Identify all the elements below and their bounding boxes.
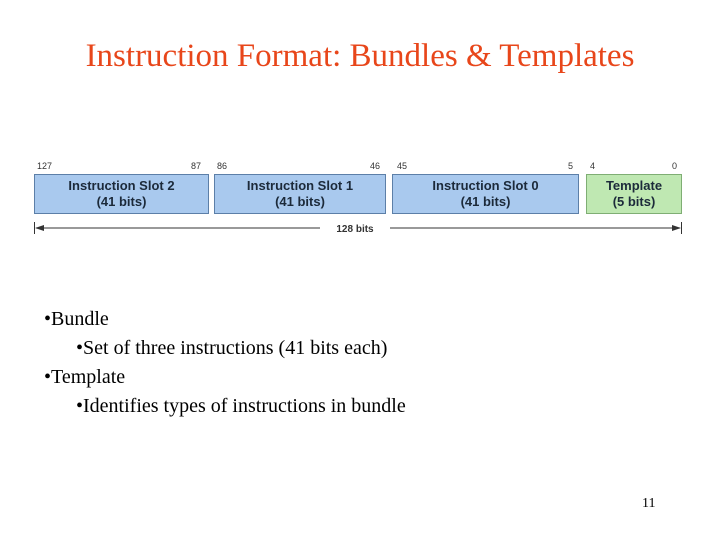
bit-number-127: 127 xyxy=(37,161,53,171)
template-field xyxy=(586,174,682,214)
bit-number-0: 0 xyxy=(672,161,678,171)
bullet-item: •Bundle xyxy=(44,308,109,330)
bit-number-4: 4 xyxy=(590,161,596,171)
slot-name: Template xyxy=(605,178,663,193)
bullet-text: Bundle xyxy=(51,308,109,330)
slot-bits: (41 bits) xyxy=(460,194,511,209)
sub-bullet-item: •Set of three instructions (41 bits each) xyxy=(76,337,388,359)
bullet-text: Set of three instructions (41 bits each) xyxy=(83,337,388,359)
bullet-text: Template xyxy=(51,366,126,388)
instruction-slot-0 xyxy=(392,174,579,214)
instruction-slot-1 xyxy=(214,174,386,214)
bullet-list xyxy=(44,305,406,421)
slot-bits: (41 bits) xyxy=(275,194,325,209)
slot-bits: (41 bits) xyxy=(96,194,147,209)
slot-name: Instruction Slot 1 xyxy=(246,178,354,193)
sub-bullet-item: •Identifies types of instructions in bundle xyxy=(76,395,406,417)
slot-bits: (5 bits) xyxy=(612,194,656,209)
slot-name: Instruction Slot 2 xyxy=(68,178,175,193)
bullet-item: •Template xyxy=(44,366,126,388)
bit-number-86: 86 xyxy=(217,161,228,171)
slide-title: Instruction Format: Bundles & Templates xyxy=(85,38,635,74)
bit-number-87: 87 xyxy=(191,161,202,171)
bit-number-45: 45 xyxy=(397,161,408,171)
bit-number-5: 5 xyxy=(568,161,574,171)
total-bits-label: 128 bits xyxy=(320,224,390,235)
page-number: 11 xyxy=(642,496,656,511)
instruction-slot-2 xyxy=(34,174,209,214)
bundle-format-diagram xyxy=(30,158,690,240)
slot-name: Instruction Slot 0 xyxy=(432,178,539,193)
bit-number-46: 46 xyxy=(370,161,381,171)
bullet-text: Identifies types of instructions in bundle xyxy=(83,395,406,417)
